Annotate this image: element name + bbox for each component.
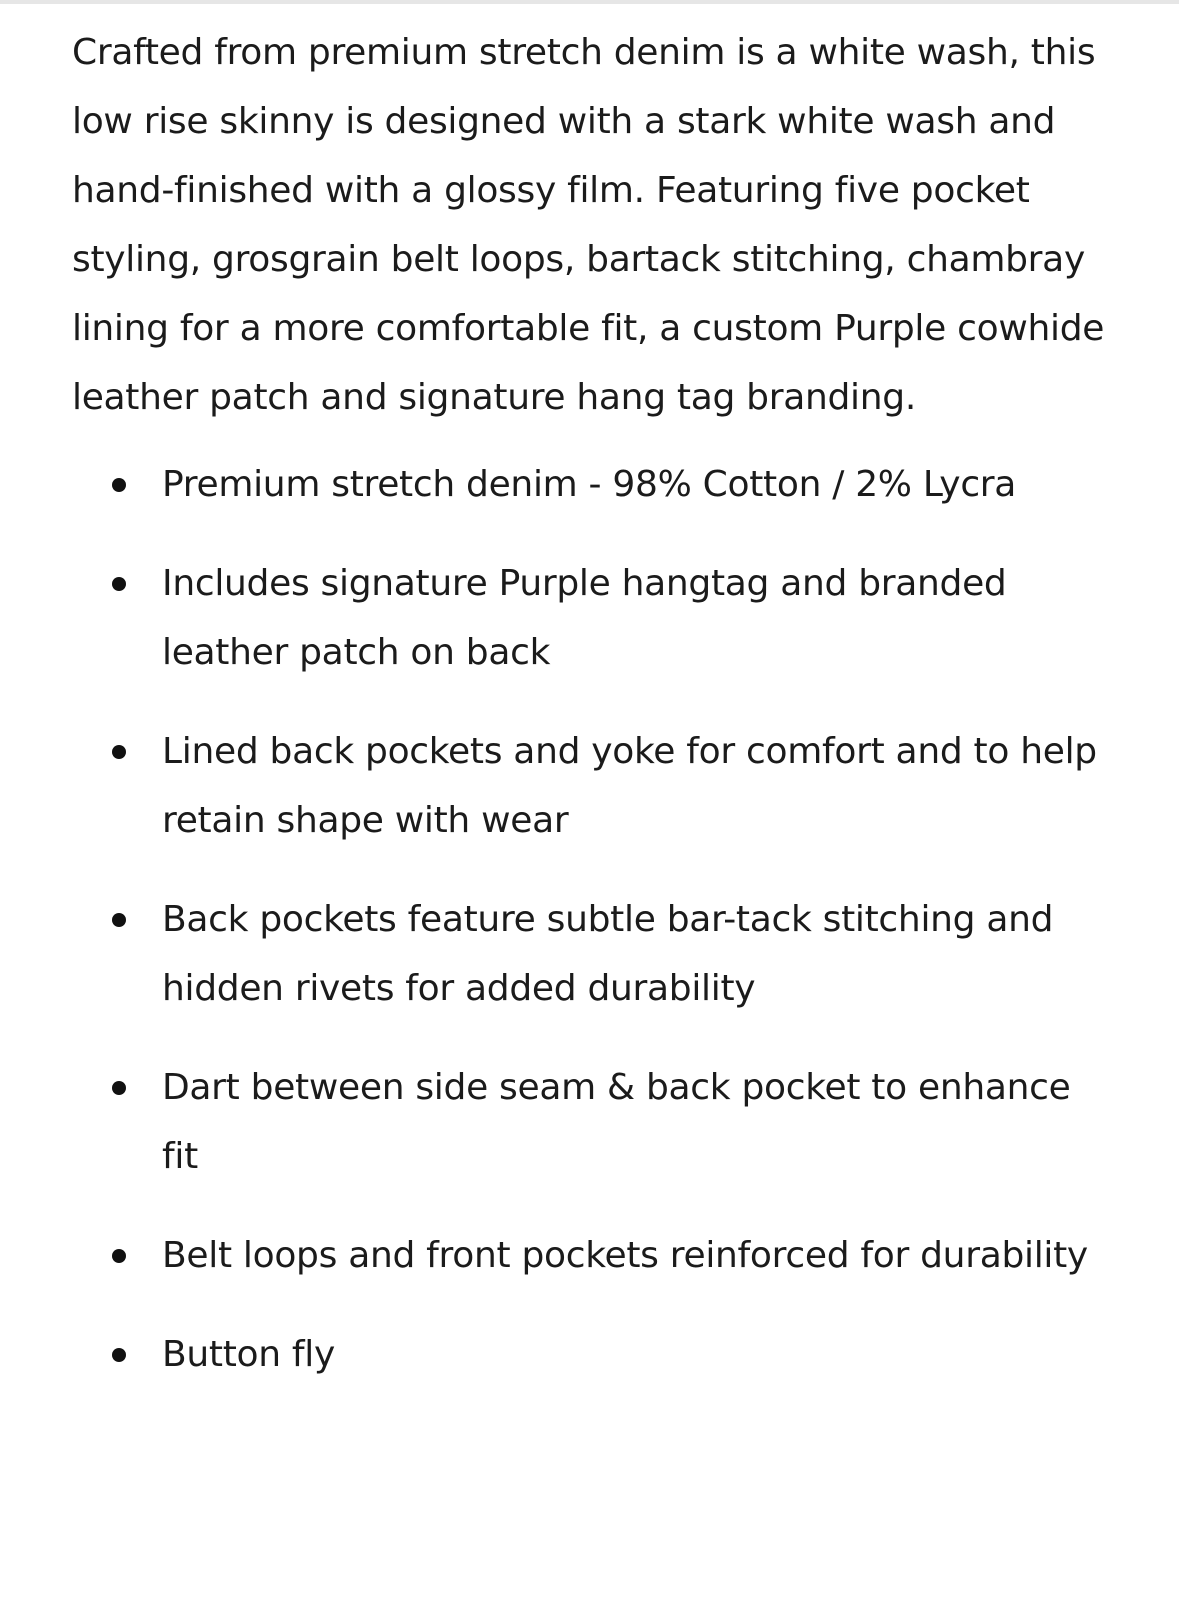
feature-item [72, 717, 1112, 855]
product-description: Crafted from premium stretch denim is a white wash, this low rise skinny is designed with a stark white wash and hand-finished with a glossy film. Featuring five pocket styling, grosgrain belt loops, bartack stitching, chambray lining for a more comfortable fit, a custom Purple cowhide leather patch and signature hang tag branding. [72, 32, 1105, 418]
feature-list [72, 450, 1112, 1389]
product-description-panel [72, 18, 1112, 1419]
feature-text: Dart between side seam & back pocket to enhance fit [162, 1067, 1071, 1177]
feature-item [72, 1320, 1112, 1389]
feature-text: Back pockets feature subtle bar-tack stitching and hidden rivets for added durability [162, 899, 1054, 1009]
feature-text: Button fly [162, 1334, 336, 1375]
feature-item [72, 1053, 1112, 1191]
bullet-icon [112, 577, 126, 591]
bullet-icon [112, 478, 126, 492]
bullet-icon [112, 745, 126, 759]
feature-item [72, 450, 1112, 519]
bullet-icon [112, 1081, 126, 1095]
top-divider [0, 0, 1179, 4]
feature-item [72, 885, 1112, 1023]
feature-item [72, 1221, 1112, 1290]
bullet-icon [112, 1249, 126, 1263]
bullet-icon [112, 1348, 126, 1362]
feature-text: Premium stretch denim - 98% Cotton / 2% Lycra [162, 464, 1017, 505]
feature-item [72, 549, 1112, 687]
bullet-icon [112, 913, 126, 927]
feature-text: Lined back pockets and yoke for comfort and to help retain shape with wear [162, 731, 1097, 841]
feature-text: Belt loops and front pockets reinforced for durability [162, 1235, 1088, 1276]
feature-text: Includes signature Purple hangtag and branded leather patch on back [162, 563, 1007, 673]
